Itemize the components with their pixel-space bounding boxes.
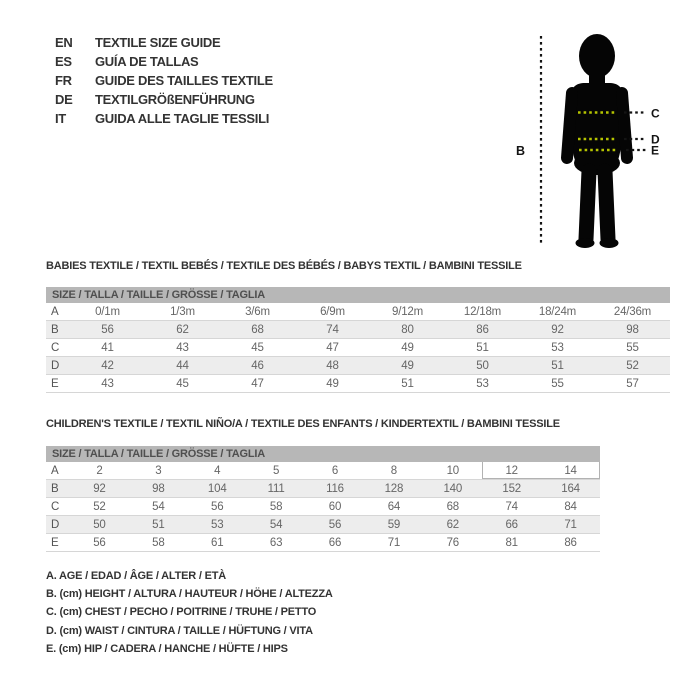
language-list [55,33,273,128]
row-label: C [51,500,60,513]
waist-label: D [651,132,660,147]
table-cell: 48 [326,359,339,372]
table-cell: 80 [401,323,414,336]
table-cell: 53 [476,377,489,390]
children-size-table [46,446,600,552]
table-row-c [46,339,670,357]
table-cell: 62 [446,518,459,531]
table-cell: 0/1m [95,305,120,318]
table-cell: 8 [390,464,397,477]
table-cell: 43 [176,341,189,354]
row-label: C [51,341,60,354]
size-header: SIZE / TALLA / TAILLE / GRÖSSE / TAGLIA [46,446,600,462]
table-row-e [46,375,670,393]
measurement-figure [505,13,685,261]
row-label: B [51,482,59,495]
table-cell: 46 [251,359,264,372]
babies-table-title: BABIES TEXTILE / TEXTIL BEBÉS / TEXTILE DES BÉBÉS / BABYS TEXTIL / BAMBINI TESSILE [46,260,522,272]
table-cell: 41 [101,341,114,354]
table-cell: 92 [551,323,564,336]
table-cell: 61 [211,536,224,549]
babies-size-table [46,287,670,393]
language-label: GUIDE DES TAILLES TEXTILE [95,73,273,88]
table-cell: 152 [502,482,521,495]
row-label: E [51,377,59,390]
table-cell: 58 [269,500,283,513]
table-cell: 6 [331,464,339,477]
table-cell: 86 [476,323,489,336]
table-cell: 12/18m [463,305,502,318]
size-header: SIZE / TALLA / TAILLE / GRÖSSE / TAGLIA [46,287,670,303]
table-cell: 54 [269,518,283,531]
table-cell: 51 [476,341,489,354]
table-row-a [46,303,670,321]
legend-item: C. (cm) CHEST / PECHO / POITRINE / TRUHE / PETTO [46,606,317,619]
table-cell: 45 [176,377,189,390]
table-cell: 74 [326,323,339,336]
table-cell: 53 [211,518,224,531]
table-cell: 55 [551,377,564,390]
table-cell: 56 [211,500,224,513]
table-cell: 2 [96,464,103,477]
table-cell: 84 [564,500,577,513]
row-label: B [51,323,59,336]
table-row-c [46,498,600,516]
language-row [55,71,273,90]
table-cell: 50 [476,359,489,372]
table-cell: 47 [251,377,264,390]
language-code: IT [55,111,66,126]
table-cell: 47 [326,341,339,354]
table-cell: 45 [251,341,264,354]
row-label: E [51,536,59,549]
table-cell: 5 [273,464,280,477]
row-label: D [51,359,60,372]
table-cell: 81 [505,536,518,549]
table-cell: 4 [214,464,221,477]
table-cell: 12 [505,464,518,477]
table-row-b [46,321,670,339]
table-cell: 62 [176,323,189,336]
table-cell: 57 [626,377,639,390]
table-cell: 52 [626,359,639,372]
table-cell: 6/9m [320,305,345,318]
table-cell: 49 [401,359,414,372]
table-cell: 111 [267,482,285,495]
table-cell: 55 [626,341,639,354]
table-cell: 14 [564,464,577,477]
table-cell: 42 [101,359,114,372]
table-cell: 98 [152,482,165,495]
table-cell: 116 [326,482,344,495]
table-cell: 56 [328,518,342,531]
table-cell: 59 [387,518,401,531]
measurement-legend [46,567,333,658]
language-row [55,52,273,71]
table-cell: 24/36m [613,305,652,318]
table-cell: 164 [561,482,580,495]
table-row-e [46,534,600,552]
table-cell: 128 [384,482,404,495]
table-row-d [46,357,670,375]
table-cell: 56 [101,323,114,336]
language-code: ES [55,54,72,69]
table-cell: 74 [505,500,518,513]
table-cell: 140 [443,482,463,495]
table-cell: 92 [93,482,106,495]
legend-item: D. (cm) WAIST / CINTURA / TAILLE / HÜFTUNG / VITA [46,624,313,637]
table-row-a [46,462,600,480]
table-cell: 56 [93,536,106,549]
table-cell: 68 [251,323,264,336]
table-cell: 44 [176,359,189,372]
table-cell: 43 [101,377,114,390]
row-label: D [51,518,60,531]
table-row-d [46,516,600,534]
table-cell: 53 [551,341,564,354]
table-row-b [46,480,600,498]
language-code: EN [55,35,73,50]
table-cell: 52 [93,500,106,513]
legend-item: E. (cm) HIP / CADERA / HANCHE / HÜFTE / HIPS [46,642,288,655]
table-cell: 58 [152,536,165,549]
table-cell: 49 [326,377,339,390]
table-cell: 71 [387,536,401,549]
table-cell: 3 [155,464,162,477]
child-silhouette-graphic [505,13,685,261]
table-cell: 63 [269,536,283,549]
language-label: TEXTILE SIZE GUIDE [95,35,221,50]
table-cell: 51 [152,518,165,531]
table-cell: 18/24m [538,305,577,318]
table-cell: 10 [446,464,459,477]
table-cell: 71 [564,518,577,531]
language-label: GUÍA DE TALLAS [95,54,199,69]
row-label: A [51,464,59,477]
table-cell: 98 [626,323,639,336]
chest-label: C [651,106,660,121]
table-cell: 64 [387,500,401,513]
language-row [55,33,273,52]
table-cell: 76 [446,536,459,549]
height-label: B [516,144,526,158]
language-label: GUIDA ALLE TAGLIE TESSILI [95,111,270,126]
table-cell: 66 [505,518,518,531]
table-cell: 104 [207,482,227,495]
table-cell: 1/3m [170,305,195,318]
table-cell: 54 [152,500,165,513]
child-silhouette [567,34,627,248]
table-cell: 51 [551,359,564,372]
children-table-body [46,462,600,552]
legend-item: B. (cm) HEIGHT / ALTURA / HAUTEUR / HÖHE / ALTEZZA [46,588,333,601]
language-code: FR [55,73,72,88]
legend-item: A. AGE / EDAD / ÂGE / ALTER / ETÀ [46,570,227,582]
table-cell: 3/6m [245,305,270,318]
language-row [55,90,273,109]
table-cell: 49 [401,341,414,354]
table-cell: 68 [446,500,459,513]
language-code: DE [55,92,73,107]
babies-table-body [46,303,670,393]
language-label: TEXTILGRÖßENFÜHRUNG [95,92,255,107]
table-cell: 50 [93,518,106,531]
table-cell: 51 [401,377,414,390]
table-cell: 66 [328,536,342,549]
language-row [55,109,273,128]
table-cell: 9/12m [392,305,423,318]
table-cell: 60 [328,500,342,513]
hip-label: E [651,143,660,158]
row-label: A [51,305,59,318]
table-cell: 86 [564,536,577,549]
children-table-title: CHILDREN'S TEXTILE / TEXTIL NIÑO/A / TEXTILE DES ENFANTS / KINDERTEXTIL / BAMBINI TESSILE [46,418,560,430]
